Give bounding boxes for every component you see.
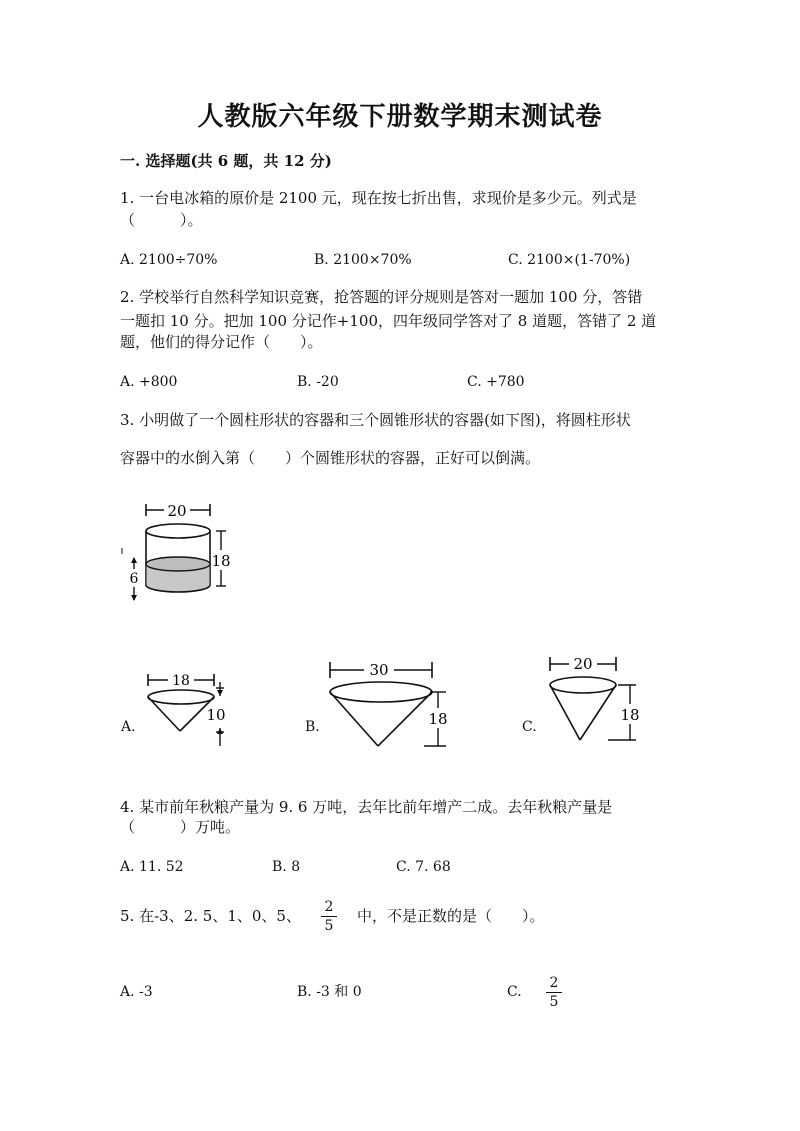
section-heading: 一. 选择题(共 6 题，共 12 分) (120, 152, 332, 170)
q5-option-c-denominator: 5 (549, 994, 559, 1010)
q3-text-line2: 容器中的水倒入第（ ）个圆锥形状的容器，正好可以倒满。 (120, 449, 541, 467)
q2-option-b: B. -20 (297, 374, 339, 390)
q1-option-c: C. 2100×(1-70%) (508, 252, 631, 268)
q5-option-c-label: C. (507, 984, 522, 1000)
q5-fraction-denominator: 5 (324, 918, 334, 934)
q5-option-b: B. -3 和 0 (297, 984, 362, 1000)
cone-a-figure (140, 668, 240, 750)
water-height-label: 6 (129, 571, 139, 587)
q2-text-line1: 2. 学校举行自然科学知识竞赛，抢答题的评分规则是答对一题加 100 分，答错 (120, 288, 643, 306)
q4-text-line2: （ ）万吨。 (120, 818, 241, 836)
cone-b-height-label: 18 (428, 710, 448, 728)
q3-option-a-label: A. (121, 719, 136, 735)
q5-fraction (321, 899, 337, 934)
cone-c-figure (542, 652, 647, 748)
q2-text-line3: 题，他们的得分记作（ ）。 (120, 333, 323, 351)
q1-option-b: B. 2100×70% (314, 252, 412, 268)
q1-text-line2: （ ）。 (120, 211, 203, 229)
cone-c-height-label: 18 (620, 706, 640, 724)
q5-text-pre: 5. 在-3、2. 5、1、0、5、 (120, 907, 301, 925)
q5-option-c-fraction (546, 975, 562, 1010)
q1-text-line1: 1. 一台电冰箱的原价是 2100 元，现在按七折出售，求现价是多少元。列式是 (120, 189, 637, 207)
q4-option-c: C. 7. 68 (396, 859, 451, 875)
page-title: 人教版六年级下册数学期末测试卷 (197, 102, 603, 132)
cone-b-figure (320, 656, 455, 752)
q1-option-a: A. 2100÷70% (120, 252, 218, 268)
q3-option-c-label: C. (522, 719, 537, 735)
q2-option-a: A. +800 (120, 374, 178, 390)
cylinder-figure (118, 498, 248, 608)
cone-c-width-label: 20 (573, 655, 593, 673)
cylinder-height-label: 18 (211, 552, 231, 570)
q5-option-a: A. -3 (120, 984, 153, 1000)
cone-a-height-label: 10 (206, 706, 226, 724)
q4-option-a: A. 11. 52 (120, 859, 184, 875)
q2-option-c: C. +780 (467, 374, 525, 390)
q2-text-line2: 一题扣 10 分。把加 100 分记作+100，四年级同学答对了 8 道题，答错了 2 道 (120, 312, 657, 330)
cone-a-width-label: 18 (172, 673, 190, 689)
q5-fraction-numerator: 2 (324, 899, 334, 915)
cone-b-width-label: 30 (369, 661, 389, 679)
q4-text-line1: 4. 某市前年秋粮产量为 9. 6 万吨，去年比前年增产二成。去年秋粮产量是 (120, 798, 613, 816)
q5-option-c-numerator: 2 (549, 975, 559, 991)
q3-option-b-label: B. (305, 719, 320, 735)
q3-text-line1: 3. 小明做了一个圆柱形状的容器和三个圆锥形状的容器(如下图)，将圆柱形状 (120, 411, 631, 429)
cylinder-width-label: 20 (167, 502, 187, 520)
q4-option-b: B. 8 (272, 859, 301, 875)
q5-text-post: 中，不是正数的是（ ）。 (357, 907, 545, 925)
